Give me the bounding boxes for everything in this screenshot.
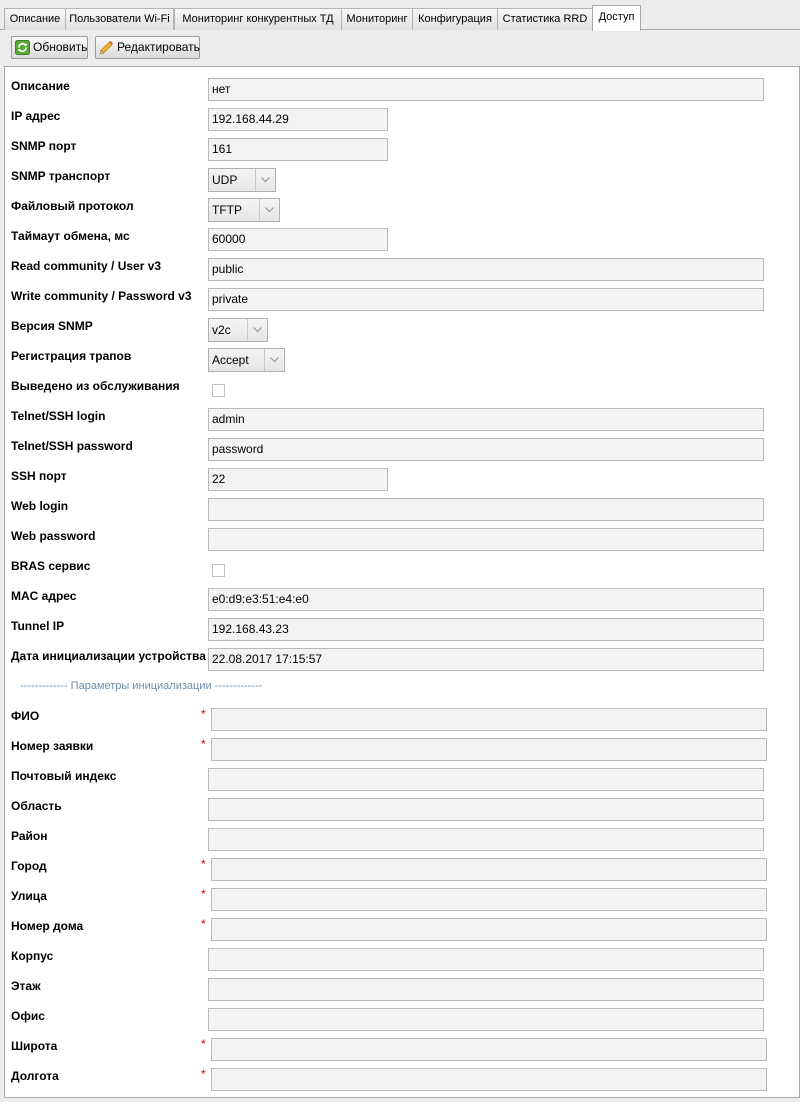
snmp-version-value: v2c <box>212 323 231 337</box>
edit-button[interactable] <box>95 36 200 59</box>
tab-competitor-monitoring[interactable]: Мониторинг конкурентных ТД <box>174 8 342 30</box>
row-building <box>5 941 795 971</box>
bras-label: BRAS сервис <box>11 559 91 573</box>
out-of-service-checkbox[interactable] <box>212 384 225 397</box>
row-file-protocol <box>5 191 795 221</box>
order-number-label: Номер заявки <box>11 739 94 753</box>
row-ip <box>5 101 795 131</box>
tunnel-ip-field[interactable]: 192.168.43.23 <box>208 618 764 641</box>
house-label: Номер дома <box>11 919 84 933</box>
snmp-transport-value: UDP <box>212 173 238 187</box>
read-community-field[interactable]: public <box>208 258 764 281</box>
longitude-label: Долгота <box>11 1069 59 1083</box>
row-latitude <box>5 1031 795 1061</box>
write-community-field[interactable]: private <box>208 288 764 311</box>
row-bras <box>5 551 795 581</box>
row-trap-registration <box>5 341 795 371</box>
snmp-transport-select[interactable] <box>208 168 276 192</box>
floor-field[interactable] <box>208 978 764 1001</box>
row-snmp-version <box>5 311 795 341</box>
row-out-of-service <box>5 371 795 401</box>
chevron-down-icon[interactable] <box>264 349 284 371</box>
row-snmp-transport <box>5 161 795 191</box>
city-field[interactable] <box>211 858 767 881</box>
row-region <box>5 791 795 821</box>
row-floor <box>5 971 795 1001</box>
timeout-field[interactable]: 60000 <box>208 228 388 251</box>
mac-label: MAC адрес <box>11 589 77 603</box>
web-password-label: Web password <box>11 529 96 543</box>
access-form-panel <box>4 66 800 1098</box>
snmp-transport-label: SNMP транспорт <box>11 169 111 183</box>
row-street <box>5 881 795 911</box>
web-password-field[interactable] <box>208 528 764 551</box>
telnet-password-label: Telnet/SSH password <box>11 439 133 453</box>
refresh-icon <box>15 40 30 55</box>
row-office <box>5 1001 795 1031</box>
row-longitude <box>5 1061 795 1091</box>
row-postal-code <box>5 761 795 791</box>
tab-access[interactable]: Доступ <box>592 5 641 31</box>
row-tunnel-ip <box>5 611 795 641</box>
row-ssh-port <box>5 461 795 491</box>
bras-checkbox[interactable] <box>212 564 225 577</box>
row-city <box>5 851 795 881</box>
file-protocol-select[interactable] <box>208 198 280 222</box>
file-protocol-value: TFTP <box>212 203 242 217</box>
description-label: Описание <box>11 79 70 93</box>
ip-label: IP адрес <box>11 109 61 123</box>
chevron-down-icon[interactable] <box>247 319 267 341</box>
row-telnet-password <box>5 431 795 461</box>
floor-label: Этаж <box>11 979 41 993</box>
snmp-version-select[interactable] <box>208 318 268 342</box>
row-web-password <box>5 521 795 551</box>
row-init-date <box>5 641 795 671</box>
init-date-field[interactable]: 22.08.2017 17:15:57 <box>208 648 764 671</box>
ssh-port-field[interactable]: 22 <box>208 468 388 491</box>
trap-registration-select[interactable] <box>208 348 285 372</box>
pencil-icon <box>99 40 114 55</box>
row-timeout <box>5 221 795 251</box>
chevron-down-icon[interactable] <box>255 169 275 191</box>
row-fio <box>5 701 795 731</box>
row-web-login <box>5 491 795 521</box>
tab-rrd-statistics[interactable]: Статистика RRD <box>497 8 593 30</box>
snmp-port-field[interactable]: 161 <box>208 138 388 161</box>
postal-code-label: Почтовый индекс <box>11 769 117 783</box>
district-label: Район <box>11 829 48 843</box>
row-write-community <box>5 281 795 311</box>
telnet-login-field[interactable]: admin <box>208 408 764 431</box>
toolbar <box>0 31 800 63</box>
row-read-community <box>5 251 795 281</box>
read-community-label: Read community / User v3 <box>11 259 162 273</box>
building-field[interactable] <box>208 948 764 971</box>
init-date-label: Дата инициализации устройства <box>11 649 206 663</box>
required-marker: * <box>201 1037 206 1051</box>
snmp-port-label: SNMP порт <box>11 139 77 153</box>
tab-wifi-users[interactable]: Пользователи Wi-Fi <box>65 8 174 30</box>
init-params-separator: ------------- Параметры инициализации ------------- <box>20 680 263 692</box>
out-of-service-label: Выведено из обслуживания <box>11 379 180 393</box>
city-label: Город <box>11 859 47 873</box>
tab-monitoring[interactable]: Мониторинг <box>341 8 413 30</box>
street-field[interactable] <box>211 888 767 911</box>
edit-label: Редактировать <box>117 40 200 54</box>
longitude-field[interactable] <box>211 1068 767 1091</box>
house-field[interactable] <box>211 918 767 941</box>
fio-label: ФИО <box>11 709 40 723</box>
street-label: Улица <box>11 889 47 903</box>
description-field[interactable]: нет <box>208 78 764 101</box>
ssh-port-label: SSH порт <box>11 469 67 483</box>
office-field[interactable] <box>208 1008 764 1031</box>
latitude-field[interactable] <box>211 1038 767 1061</box>
district-field[interactable] <box>208 828 764 851</box>
row-house <box>5 911 795 941</box>
order-number-field[interactable] <box>211 738 767 761</box>
required-marker: * <box>201 707 206 721</box>
latitude-label: Широта <box>11 1039 58 1053</box>
row-district <box>5 821 795 851</box>
tab-configuration[interactable]: Конфигурация <box>412 8 498 30</box>
trap-registration-label: Регистрация трапов <box>11 349 132 363</box>
row-telnet-login <box>5 401 795 431</box>
tab-bar <box>0 0 800 30</box>
file-protocol-label: Файловый протокол <box>11 199 134 213</box>
telnet-login-label: Telnet/SSH login <box>11 409 106 423</box>
refresh-label: Обновить <box>33 40 88 54</box>
ip-field[interactable]: 192.168.44.29 <box>208 108 388 131</box>
tunnel-ip-label: Tunnel IP <box>11 619 65 633</box>
building-label: Корпус <box>11 949 54 963</box>
telnet-password-field[interactable]: password <box>208 438 764 461</box>
fio-field[interactable] <box>211 708 767 731</box>
snmp-version-label: Версия SNMP <box>11 319 93 333</box>
row-snmp-port <box>5 131 795 161</box>
refresh-button[interactable] <box>11 36 88 59</box>
required-marker: * <box>201 887 206 901</box>
web-login-field[interactable] <box>208 498 764 521</box>
timeout-label: Таймаут обмена, мс <box>11 229 130 243</box>
row-mac <box>5 581 795 611</box>
mac-field[interactable]: e0:d9:e3:51:e4:e0 <box>208 588 764 611</box>
trap-registration-value: Accept <box>212 353 249 367</box>
row-order-number <box>5 731 795 761</box>
web-login-label: Web login <box>11 499 69 513</box>
required-marker: * <box>201 1067 206 1081</box>
region-field[interactable] <box>208 798 764 821</box>
row-description <box>5 71 795 101</box>
chevron-down-icon[interactable] <box>259 199 279 221</box>
required-marker: * <box>201 737 206 751</box>
postal-code-field[interactable] <box>208 768 764 791</box>
required-marker: * <box>201 917 206 931</box>
write-community-label: Write community / Password v3 <box>11 289 192 303</box>
required-marker: * <box>201 857 206 871</box>
tab-description[interactable]: Описание <box>4 8 66 30</box>
region-label: Область <box>11 799 62 813</box>
office-label: Офис <box>11 1009 45 1023</box>
